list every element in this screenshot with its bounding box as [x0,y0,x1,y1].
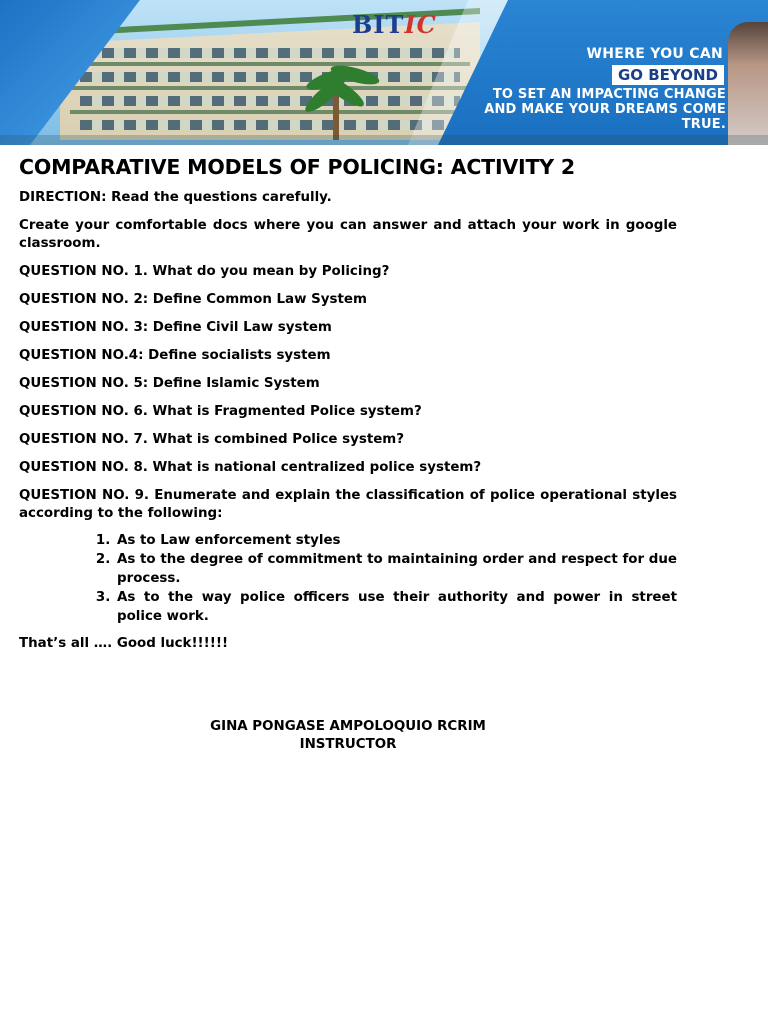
question-9: QUESTION NO. 9. Enumerate and explain the classification of police operational styles according to the following: [19,488,677,521]
question-2: QUESTION NO. 2: Define Common Law System [19,292,367,307]
closing-text: That’s all …. Good luck!!!!!! [19,636,229,651]
school-logo [352,10,437,39]
banner-bottom-shadow [0,135,768,145]
logo-accent-text: IC [404,10,437,39]
question-4: QUESTION NO.4: Define socialists system [19,348,331,363]
building-floor [70,62,470,66]
building-windows [80,96,460,106]
banner-slogan [436,46,726,132]
question-8: QUESTION NO. 8. What is national centralized police system? [19,460,482,475]
building-windows [80,120,460,130]
instructor-name: GINA PONGASE AMPOLOQUIO RCRIM [210,719,486,734]
signature-block [0,718,696,754]
slogan-line-1: WHERE YOU CAN [586,46,723,62]
student-photo [728,22,768,145]
question-1: QUESTION NO. 1. What do you mean by Policing? [19,264,390,279]
document-body [19,155,677,651]
building-windows [80,72,460,82]
building-floor [70,86,470,90]
instruction-text: Create your comfortable docs where you can answer and attach your work in google classroom. [19,218,677,251]
slogan-line-3: TO SET AN IMPACTING CHANGE [492,87,726,102]
building-windows [80,48,460,58]
slogan-highlight: GO BEYOND [612,65,724,85]
list-item: 2. As to the degree of commitment to maintaining order and respect for due process. [115,550,677,588]
classification-list [19,531,677,626]
instructor-title: INSTRUCTOR [299,737,397,752]
direction-text: DIRECTION: Read the questions carefully. [19,190,332,205]
slogan-line-4: AND MAKE YOUR DREAMS COME TRUE. [484,102,726,132]
header-banner [0,0,768,145]
logo-text: BIT [352,10,405,39]
list-item: 3. As to the way police officers use their authority and power in street police work. [115,588,677,626]
question-5: QUESTION NO. 5: Define Islamic System [19,376,320,391]
list-item: 1. As to Law enforcement styles [115,531,677,550]
document-title: COMPARATIVE MODELS OF POLICING: ACTIVITY 2 [19,155,575,179]
question-6: QUESTION NO. 6. What is Fragmented Police system? [19,404,422,419]
question-7: QUESTION NO. 7. What is combined Police system? [19,432,405,447]
building-floor [70,110,470,114]
question-3: QUESTION NO. 3: Define Civil Law system [19,320,332,335]
